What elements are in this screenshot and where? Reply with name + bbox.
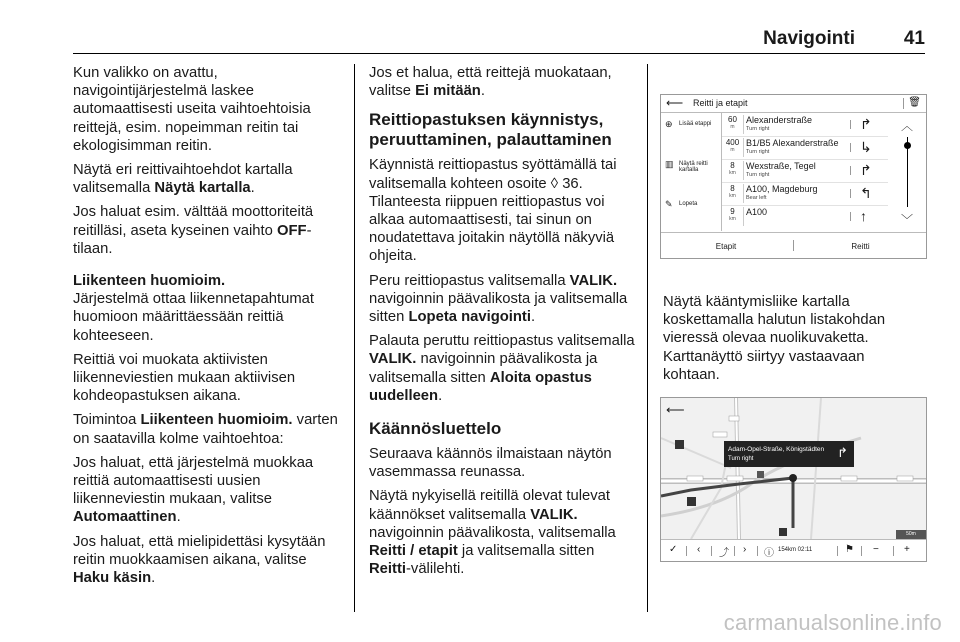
turn-right-arrow-icon[interactable]: ↳ bbox=[860, 139, 872, 155]
header-rule bbox=[73, 53, 925, 54]
paragraph: Palauta peruttu reittiopastus valitsemalla VALIK. navigoinnin päävalikosta ja valitsemalla sitten Aloita opastus uudelleen. bbox=[369, 333, 635, 404]
scroll-thumb[interactable] bbox=[904, 142, 911, 149]
paragraph: Seuraava käännös ilmaistaan näytön vasemmassa reunassa. bbox=[369, 446, 612, 481]
heading: Käännösluettelo bbox=[369, 419, 502, 439]
route-info: 154km 02:11 bbox=[778, 547, 813, 553]
page-reference: ◊ 36 bbox=[550, 175, 579, 192]
trash-icon[interactable]: 🗑 bbox=[908, 97, 921, 108]
chevron-left-icon[interactable]: ‹ bbox=[697, 544, 701, 555]
chevron-right-icon[interactable]: › bbox=[743, 544, 747, 555]
paragraph: Näytä eri reittivaihtoehdot kartalla valitsemalla Näytä kartalla. bbox=[73, 162, 293, 197]
watermark: carmanualsonline.info bbox=[723, 610, 942, 635]
paragraph: Peru reittiopastus valitsemalla VALIK. navigoinnin päävalikosta ja valitsemalla sitten Lopeta navigointi. bbox=[369, 272, 628, 326]
plus-circle-icon: ⊕ bbox=[665, 119, 673, 129]
tab-waypoints[interactable]: Etapit bbox=[715, 242, 737, 251]
info-icon[interactable]: ⓘ bbox=[764, 548, 774, 559]
page-header bbox=[73, 28, 925, 52]
scrollbar[interactable] bbox=[889, 113, 926, 231]
turn-right-arrow-icon[interactable]: ↱ bbox=[860, 162, 872, 178]
straight-arrow-icon[interactable]: ↑ bbox=[860, 208, 867, 224]
back-arrow-icon[interactable]: ⟵ bbox=[666, 402, 685, 417]
location-pin-icon: ✎ bbox=[665, 199, 673, 209]
paragraph: Jos haluat, että mielipidettäsi kysytään reitin muokkaamisen aikana, valitse Haku käsin. bbox=[73, 533, 326, 587]
bear-left-arrow-icon[interactable]: ↰ bbox=[860, 185, 872, 201]
turn-list-item[interactable]: 8 km A100, Magdeburg Bear left ↰ bbox=[722, 182, 888, 206]
route-list-screenshot bbox=[660, 94, 927, 259]
paragraph: Toimintoa Liikenteen huomioim. varten on saatavilla kolme vaihtoehtoa: bbox=[73, 412, 338, 447]
turn-list-item[interactable]: 60 m Alexanderstraße Turn right ↱ bbox=[722, 113, 888, 137]
column-divider-1 bbox=[354, 64, 355, 612]
chevron-down-icon[interactable]: ﹀ bbox=[901, 213, 914, 227]
column-3 bbox=[663, 293, 925, 390]
turn-right-arrow-icon[interactable]: ↱ bbox=[860, 116, 872, 132]
turn-icon[interactable]: ⤴ bbox=[719, 548, 729, 559]
column-1 bbox=[73, 64, 345, 593]
divider bbox=[903, 98, 904, 109]
side-menu: ⊕ Lisää etappi ▥ Näytä reitti kartalla ✎ Lopeta bbox=[661, 113, 722, 231]
turn-list-item[interactable]: 8 km Wexstraße, Tegel Turn right ↱ bbox=[722, 159, 888, 183]
paragraph: Jos haluat, että järjestelmä muokkaa reittiä automaattisesti uusien liikenneviestin mukaan, valitse Automaattinen. bbox=[73, 454, 314, 526]
paragraph: Jos et halua, että reittejä muokataan, valitse Ei mitään. bbox=[369, 65, 612, 100]
check-icon[interactable]: ✓ bbox=[669, 544, 678, 555]
map-toolbar bbox=[661, 539, 926, 562]
page-number: 41 bbox=[903, 28, 925, 49]
map-screenshot bbox=[660, 397, 927, 562]
column-divider-2 bbox=[647, 64, 648, 612]
back-arrow-icon[interactable]: ⟵ bbox=[666, 96, 684, 110]
screen-title: Reitti ja etapit bbox=[693, 98, 748, 108]
map-view[interactable] bbox=[661, 398, 926, 539]
screen-header bbox=[661, 95, 926, 113]
turn-right-arrow-icon: ↱ bbox=[837, 445, 848, 460]
paragraph: Jos haluat esim. välttää moottoriteitä reitilläsi, aseta kyseinen vaihto OFF-tilaan. bbox=[73, 204, 314, 257]
turn-list-item[interactable]: 400 m B1/B5 Alexanderstraße Turn right ↳ bbox=[722, 136, 888, 160]
turn-list-item[interactable]: 9 km A100 ↑ bbox=[729, 207, 867, 224]
heading: Reittiopastuksen käynnistys, peruuttaminen, palauttaminen bbox=[369, 110, 612, 150]
subheading: Liikenteen huomioim. bbox=[73, 273, 226, 290]
map-icon: ▥ bbox=[665, 159, 674, 169]
paragraph: Reittiä voi muokata aktiivisten liikenneviestien mukaan aktiivisen kohdeopastuksen aikana. bbox=[73, 351, 296, 405]
turn-info-popup: Adam-Opel-Straße, Königstädten Turn right ↱ bbox=[724, 441, 854, 467]
tab-route[interactable]: Reitti bbox=[851, 242, 870, 251]
turn-list bbox=[722, 113, 888, 231]
zoom-out-icon[interactable]: − bbox=[873, 544, 879, 555]
paragraph: Käynnistä reittiopastus syöttämällä tai valitsemalla kohteen osoite ◊ 36. Tilanteesta riippuen reittiopastus voi alkaa automaattisesti, tai sinun on noudatettava joitakin näytöllä näkyviä ohjeita. bbox=[369, 157, 617, 265]
paragraph: Näytä nykyisellä reitillä olevat tulevat käännökset valitsemalla VALIK. navigoinnin päävalikosta, valitsemalla Reitti / etapit ja valitsemalla sitten Reitti-välilehti. bbox=[369, 488, 616, 578]
map-scale: 50m bbox=[896, 530, 926, 539]
paragraph: Kun valikko on avattu, navigointijärjestelmä laskee automaattisesti useita vaihtoehtoisia reittejä, esim. nopeimman reitin tai ekologisimman reitin. bbox=[73, 65, 311, 154]
paragraph: Näytä kääntymisliike kartalla koskettamalla halutun listakohdan vieressä olevaa nuolikuvaketta. Karttanäyttö siirtyy vastaavaan kohtaan. bbox=[663, 294, 886, 383]
screen-footer bbox=[661, 232, 926, 259]
column-2 bbox=[369, 64, 639, 584]
zoom-in-icon[interactable]: + bbox=[904, 544, 910, 555]
chevron-up-icon[interactable]: ︿ bbox=[901, 119, 914, 133]
destination-flag-icon[interactable]: ⚑ bbox=[845, 544, 854, 555]
paragraph: Järjestelmä ottaa liikennetapahtumat huomioon määrittäessään reittiä kohteeseen. bbox=[73, 291, 314, 344]
section-title: Navigointi bbox=[763, 28, 855, 49]
